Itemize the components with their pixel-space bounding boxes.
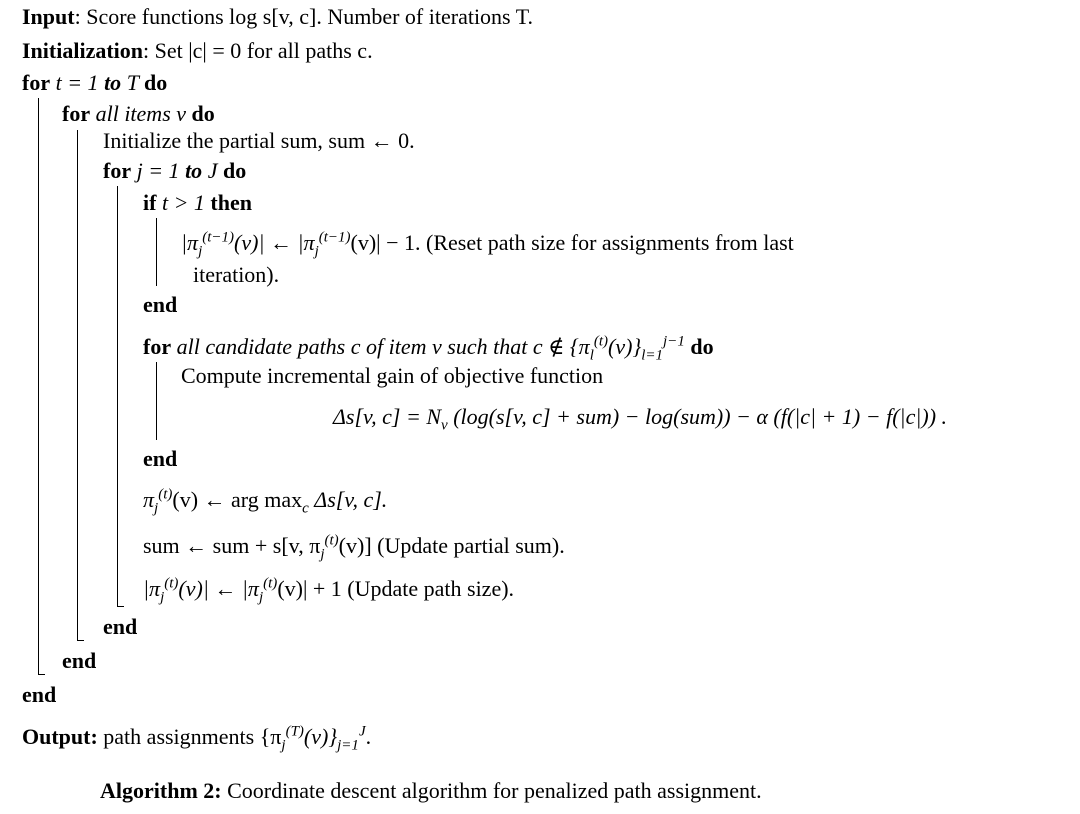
pi-sup: (t−1) [318,229,351,246]
scope-bar-loop-c [156,362,157,440]
argmax-expr: (v) ← arg max [172,487,303,512]
update-size-a: |π [143,576,161,601]
initialization-text: : Set |c| = 0 for all paths c. [143,38,373,63]
loop-t-header [22,70,167,96]
argmax-sub-c: c [302,500,309,517]
update-sum-line [143,532,565,563]
loop-v-condition: all items v [90,101,192,126]
loop-j-bound: J [202,158,223,183]
loop-c-sup-range: j−1 [663,333,685,350]
output-text: path assignments {π [97,724,282,749]
initialization-line [22,38,373,64]
argmax-rest: Δs[v, c]. [308,487,388,512]
for-keyword: for [22,70,51,95]
if-keyword: if [143,190,157,215]
update-sum-sub: j [320,546,325,563]
end-loop-t: end [22,682,57,707]
if-condition: t > 1 [156,190,211,215]
gain-text-line: Compute incremental gain of objective function [181,363,604,388]
scope-cap-loop-j [117,606,124,607]
end-loop-j: end [103,614,138,639]
algorithm-caption [100,778,762,804]
loop-v-header [62,101,215,127]
initialization-label: Initialization [22,38,144,63]
argmax-pi: π [143,487,155,512]
update-size-sub: j [258,589,264,606]
output-sub-range: j=1 [337,737,359,754]
update-sum-sup: (t) [324,532,339,549]
output-label: Output: [22,724,98,749]
pi-sub: j [314,243,319,260]
gain-eq-rhs: (log(s[v, c] + sum) − log(sum)) − α (f(|c| + 1) − f(|c|)) . [447,404,948,429]
do-keyword: do [222,158,247,183]
do-keyword: do [144,70,168,95]
do-keyword: do [191,101,215,126]
end-loop-v: end [62,648,97,673]
to-keyword: to [104,70,122,95]
update-sum-a: sum ← sum + s[v, π [143,533,321,558]
update-sum-b: (v)] (Update partial sum). [338,533,565,558]
end-if: end [143,292,178,317]
loop-c-sub-l: l [589,347,594,364]
caption-label: Algorithm 2: [100,778,222,803]
reset-text: (v)| − 1. (Reset path size for assignments from last [350,230,794,255]
pi-expr: |π [181,230,199,255]
for-keyword: for [103,158,132,183]
gain-equation [333,404,948,434]
argmax-sup: (t) [158,486,173,503]
loop-c-condition-b: (v)} [608,334,642,359]
loop-j-var: j = 1 [131,158,186,183]
caption-text: Coordinate descent algorithm for penalized path assignment. [221,778,762,803]
output-line [22,723,372,754]
argmax-line [143,486,388,517]
gain-eq-lhs: Δs[v, c] = N [333,404,442,429]
pi-expr-b: (v)| ← |π [234,230,315,255]
loop-j-header [103,158,246,184]
pi-sub: j [198,243,203,260]
input-line [22,4,533,30]
reset-line-2: iteration). [193,262,280,287]
update-size-line [143,575,515,606]
for-keyword: for [143,334,172,359]
init-sum-line: Initialize the partial sum, sum ← 0. [103,128,415,153]
output-sup: (T) [285,723,304,740]
scope-bar-loop-v [77,130,78,640]
do-keyword: do [684,334,714,359]
end-loop-c: end [143,446,178,471]
input-text: : Score functions log s[v, c]. Number of iterations T. [74,4,534,29]
loop-c-condition-a: all candidate paths c of item v such that c ∉ {π [171,334,590,359]
output-dot: . [365,724,372,749]
scope-bar-if [156,218,157,286]
scope-bar-loop-j [117,186,118,606]
update-size-sup: (t) [263,575,278,592]
loop-t-var: t = 1 [50,70,105,95]
if-header [143,190,252,216]
update-size-c: (v)| + 1 (Update path size). [277,576,515,601]
input-label: Input [22,4,75,29]
scope-cap-loop-t [38,674,45,675]
update-size-sup: (t) [164,575,179,592]
argmax-sub: j [154,500,159,517]
scope-bar-loop-t [38,98,39,674]
gain-eq-sub: v [441,417,448,434]
to-keyword: to [185,158,203,183]
output-rest: (v)} [303,724,338,749]
output-sup-range: J [358,723,366,740]
loop-c-sub-range: l=1 [641,347,664,364]
scope-cap-loop-v [77,640,84,641]
reset-line-1 [181,229,794,260]
loop-t-bound: T [121,70,145,95]
output-sub: j [281,737,286,754]
pi-sup: (t−1) [202,229,235,246]
loop-c-sup-t: (t) [593,333,609,350]
update-size-sub: j [160,589,165,606]
then-keyword: then [210,190,252,215]
for-keyword: for [62,101,91,126]
update-size-b: (v)| ← |π [178,576,259,601]
loop-c-header [143,333,714,364]
